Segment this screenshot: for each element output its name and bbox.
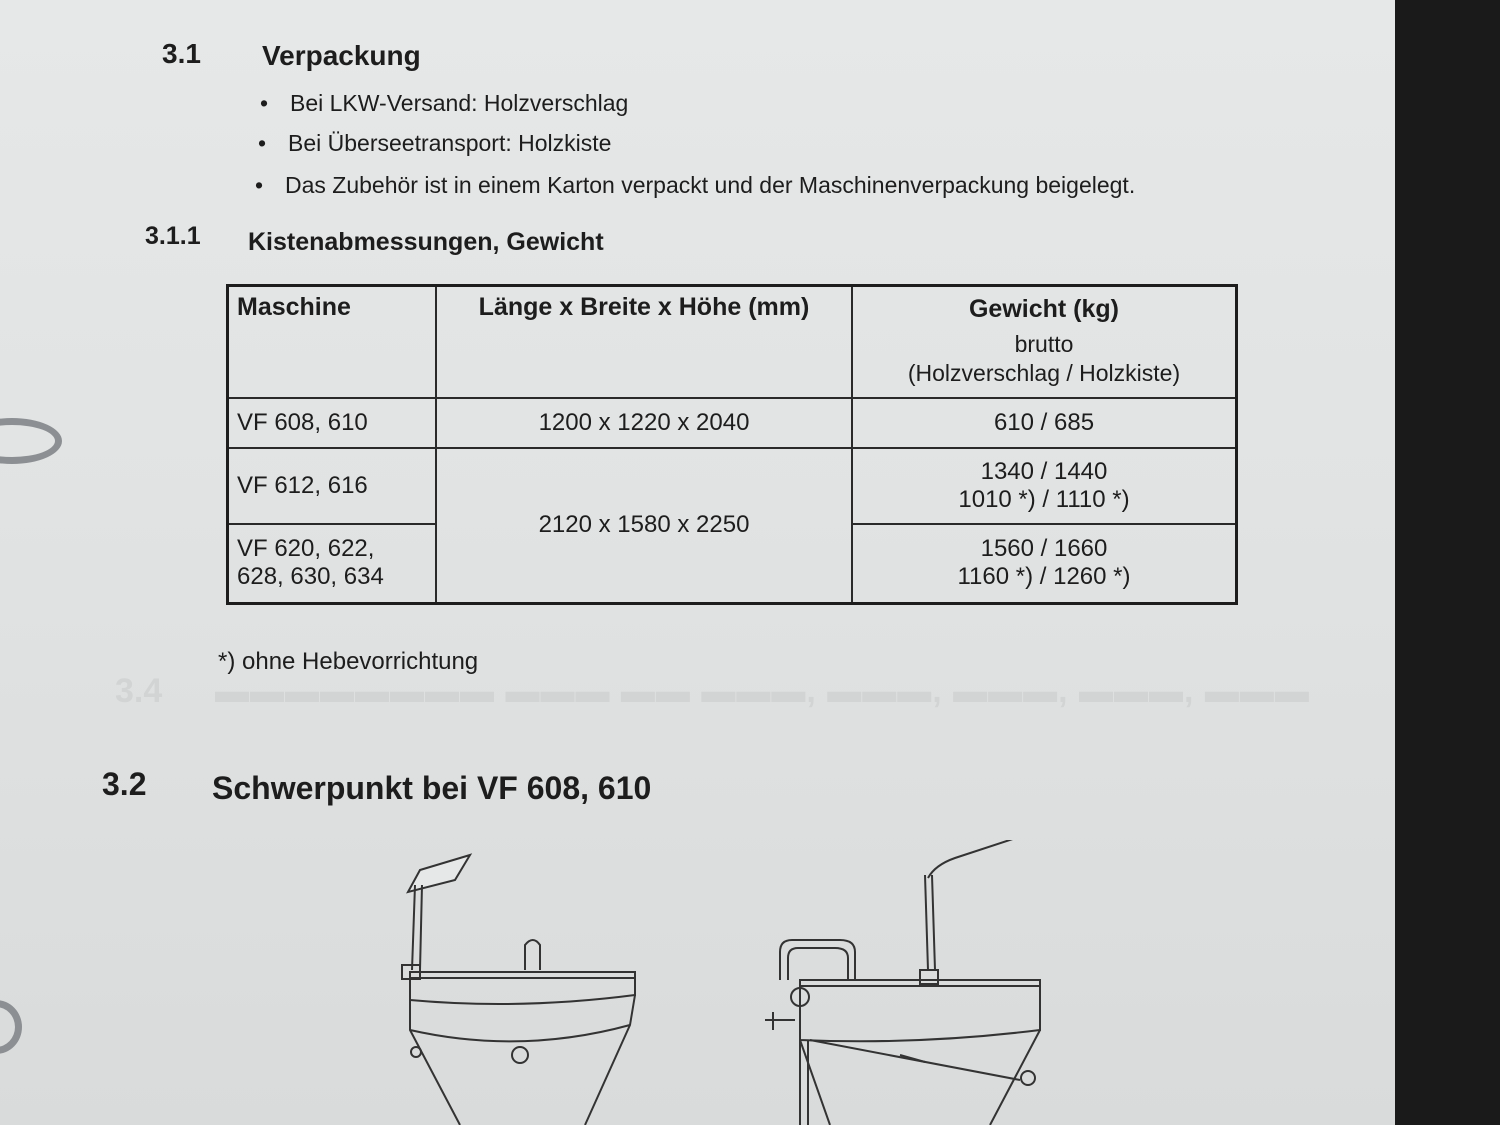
cell-machine: VF 608, 610 [228,398,437,448]
cell-weight-line: 1010 *) / 1110 *) [958,485,1130,513]
header-weight [852,286,1237,398]
cell-weight [852,448,1237,524]
binder-ring-icon [0,1000,22,1054]
bullet-dot-icon: • [258,130,267,156]
section-number: 3.1 [162,38,201,69]
bullet-item [260,90,629,117]
bullet-dot-icon: • [255,172,264,198]
bullet-item [258,130,612,157]
machine-drawing-left [402,855,635,1125]
header-weight-sub2: (Holzverschlag / Holzkiste) [907,360,1181,386]
cell-machine-line: VF 620, 622, [237,535,375,563]
cell-machine: VF 612, 616 [228,448,437,524]
cell-weight [852,524,1237,604]
header-dimensions: Länge x Breite x Höhe (mm) [436,286,852,398]
section-title: Verpackung [262,40,421,71]
bullet-dot-icon: • [260,90,269,116]
footnote: *) ohne Hebevorrichtung [218,648,479,675]
cell-dimensions: 1200 x 1220 x 2040 [436,398,852,448]
subsection-number: 3.1.1 [145,222,201,250]
subsection-title: Kistenabmessungen, Gewicht [248,228,604,256]
cell-weight-line: 1340 / 1440 [980,457,1108,485]
header-weight-title: Gewicht (kg) [968,295,1119,323]
bleed-through-heading: ▬▬▬▬▬▬▬▬ ▬▬▬ ▬▬ ▬▬▬, ▬▬▬, ▬▬▬, ▬▬▬, ▬▬▬ [215,672,1310,710]
machine-drawing-right [765,840,1040,1125]
crate-dimensions-table [226,284,1238,605]
machine-drawings [380,840,1080,1125]
cell-weight: 610 / 685 [852,398,1237,448]
cell-dimensions: 2120 x 1580 x 2250 [436,448,852,604]
header-weight-sub1: brutto [1014,331,1074,357]
table-row [228,398,1237,448]
cell-machine-line: 628, 630, 634 [237,563,384,591]
bullet-text: Das Zubehör ist in einem Karton verpackt und der Maschinenverpackung beigelegt. [285,172,1136,198]
bullet-item [255,172,1136,199]
binder-ring-icon [0,418,62,464]
cell-weight-line: 1160 *) / 1260 *) [957,563,1131,591]
section-number: 3.2 [102,766,147,802]
header-machine: Maschine [228,286,437,398]
cell-machine [228,524,437,604]
table-header-row [228,286,1237,398]
bullet-text: Bei LKW-Versand: Holzverschlag [290,90,629,116]
table-row [228,448,1237,524]
bleed-through-text: 3.4 [115,672,163,710]
section-title: Schwerpunkt bei VF 608, 610 [212,770,652,806]
bullet-text: Bei Überseetransport: Holzkiste [288,130,612,156]
cell-weight-line: 1560 / 1660 [980,535,1108,563]
